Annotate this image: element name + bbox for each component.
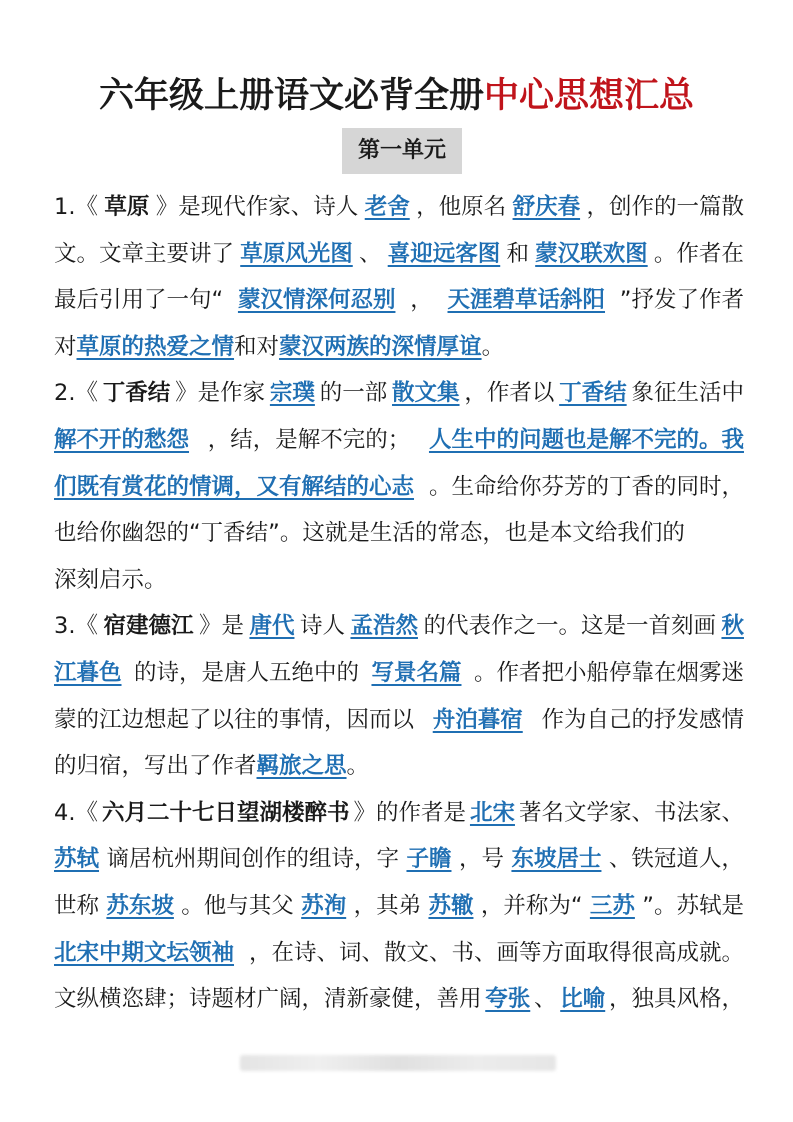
text-segment: 的一部 (319, 380, 388, 407)
highlighted-term: 舒庆春 (512, 194, 581, 220)
body-text (54, 184, 744, 1023)
highlighted-term: 苏洵 (301, 892, 347, 919)
text-segment: 谪居杭州期间创作的组诗，字 (106, 846, 399, 873)
text-segment: 作为自己的抒发感情 (541, 706, 744, 733)
blurred-footer (240, 1055, 556, 1071)
text-line (54, 370, 744, 417)
text-segment: ，作者以 (464, 380, 555, 407)
highlighted-term: 东坡居士 (511, 846, 602, 873)
work-title: 宿建德江 (103, 613, 194, 640)
text-line (54, 277, 744, 324)
text-line (54, 883, 744, 930)
highlighted-term: 苏轼 (54, 846, 100, 873)
text-segment: 2.《 (54, 380, 98, 407)
highlighted-term: 比喻 (560, 986, 606, 1013)
text-segment: 》是作家 (175, 380, 266, 407)
highlighted-term: 喜迎远客图 (387, 240, 501, 267)
text-segment: 世称 (54, 892, 100, 919)
page-title (0, 68, 793, 118)
work-title: 草原 (104, 194, 150, 220)
highlighted-term: 蒙汉两族的深情厚谊 (279, 333, 482, 360)
highlighted-term: 子瞻 (406, 846, 452, 873)
highlighted-term: 唐代 (249, 613, 295, 640)
text-segment: 1.《 (54, 194, 98, 220)
highlighted-term: 蒙汉情深何忍别 (237, 287, 396, 314)
highlighted-term: 草原的热爱之情 (76, 333, 235, 360)
text-segment: 4.《 (54, 799, 98, 826)
text-segment: 对 (54, 333, 77, 360)
title-red: 中心思想汇总 (484, 76, 695, 116)
work-title: 六月二十七日望湖楼醉书 (101, 799, 350, 826)
text-segment: 。他与其父 (181, 892, 294, 919)
text-segment: 、 (533, 986, 557, 1013)
text-segment: ，创作的一篇散 (586, 194, 744, 220)
text-line (54, 836, 744, 883)
unit-label: 第一单元 (342, 128, 462, 174)
highlighted-term: 老舍 (364, 194, 410, 220)
highlighted-term: 蒙汉联欢图 (535, 240, 648, 267)
text-segment: 著名文学家、书法家、 (518, 799, 744, 826)
highlighted-term: 丁香结 (559, 380, 627, 407)
highlighted-term: 北宋中期文坛领袖 (54, 939, 235, 966)
text-segment: ”。苏轼是 (642, 892, 744, 919)
highlighted-term: 江暮色 (54, 659, 122, 686)
highlighted-term: 苏辙 (428, 892, 474, 919)
text-line (54, 790, 744, 837)
text-segment: 。 (346, 753, 370, 780)
text-segment: 。作者在 (653, 240, 744, 267)
text-segment: 。 (481, 333, 505, 360)
text-segment: 和对 (234, 333, 280, 360)
text-segment: 3.《 (54, 613, 98, 640)
text-line (54, 324, 744, 371)
text-segment: ”抒发了作者 (619, 287, 744, 314)
work-title: 丁香结 (102, 380, 171, 407)
text-line (54, 976, 744, 1023)
text-segment: 、 (358, 240, 382, 267)
text-line (54, 603, 744, 650)
highlighted-term: 夸张 (485, 986, 531, 1013)
highlighted-term: 苏东坡 (106, 892, 174, 919)
highlighted-term: 秋 (721, 613, 744, 640)
text-line (54, 510, 744, 557)
text-segment: 也给你幽怨的“丁香结”。这就是生活的常态，也是本文给我们的 (54, 520, 685, 547)
text-segment: ，结，是解不完的； (207, 426, 411, 453)
text-line (54, 650, 744, 697)
highlighted-term: 们既有赏花的情调，又有解结的心志 (54, 473, 415, 500)
text-line (54, 930, 744, 977)
highlighted-term: 天涯碧草话斜阳 (447, 287, 606, 314)
text-segment: 象征生活中 (631, 380, 744, 407)
highlighted-term: 羁旅之思 (256, 753, 347, 780)
text-segment: 深刻启示。 (54, 566, 167, 593)
text-segment: 的代表作之一。这是一首刻画 (423, 613, 716, 640)
text-segment: 。作者把小船停靠在烟雾迷 (473, 659, 744, 686)
text-segment: 》是 (198, 613, 244, 640)
text-line (54, 697, 744, 744)
highlighted-term: 舟泊暮宿 (432, 706, 523, 733)
highlighted-term: 孟浩然 (350, 613, 418, 640)
highlighted-term: 北宋 (469, 799, 515, 826)
text-segment: 文。文章主要讲了 (54, 240, 235, 267)
highlighted-term: 写景名篇 (371, 659, 462, 686)
text-line (54, 231, 744, 278)
text-segment: 最后引用了一句“ (54, 287, 224, 314)
highlighted-term: 散文集 (392, 380, 460, 407)
text-segment: 诗人 (299, 613, 345, 640)
text-segment: ，其弟 (353, 892, 422, 919)
text-segment: 、铁冠道人， (608, 846, 744, 873)
highlighted-term: 宗璞 (269, 380, 315, 407)
text-line (54, 743, 744, 790)
text-line (54, 464, 744, 511)
text-segment: 》的作者是 (353, 799, 466, 826)
text-segment: ，并称为“ (480, 892, 583, 919)
highlighted-term: 人生中的问题也是解不完的。我 (428, 426, 744, 453)
text-segment: 的诗，是唐人五绝中的 (133, 659, 359, 686)
text-line (54, 557, 744, 604)
text-segment: 的归宿，写出了作者 (54, 753, 257, 780)
text-segment: 蒙的江边想起了以往的事情，因而以 (54, 706, 415, 733)
text-segment: 。生命给你芬芳的丁香的同时， (428, 473, 744, 500)
highlighted-term: 草原风光图 (240, 240, 353, 267)
text-segment: ，在诗、词、散文、书、画等方面取得很高成就。 (248, 939, 744, 966)
text-segment: 文纵横恣肆；诗题材广阔，清新豪健，善用 (54, 986, 482, 1013)
text-segment: ， (410, 287, 433, 314)
text-segment: 和 (506, 240, 529, 267)
text-segment: ，号 (458, 846, 504, 873)
text-segment: ，他原名 (416, 194, 507, 220)
text-line (54, 417, 744, 464)
text-segment: 》是现代作家、诗人 (155, 194, 359, 220)
text-segment: ，独具风格， (608, 986, 744, 1013)
title-black: 六年级上册语文必背全册 (98, 76, 484, 116)
highlighted-term: 三苏 (589, 892, 635, 919)
text-line (54, 184, 744, 231)
highlighted-term: 解不开的愁怨 (54, 426, 190, 453)
